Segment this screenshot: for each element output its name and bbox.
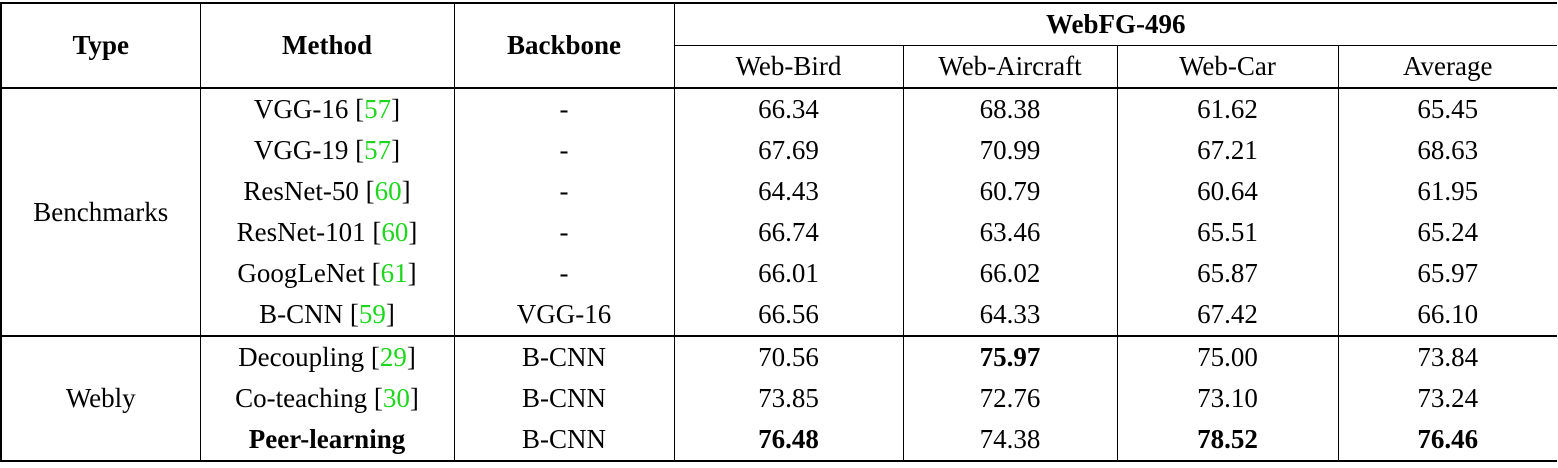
backbone-cell: - [454, 212, 674, 253]
citation-link[interactable]: 61 [380, 258, 408, 288]
citation-link[interactable]: 57 [364, 135, 392, 165]
web-car-cell: 65.51 [1117, 212, 1338, 253]
results-table [0, 2, 1557, 462]
web-bird-cell: 67.69 [674, 130, 903, 171]
citation-link[interactable]: 29 [379, 342, 407, 372]
table-row [1, 88, 1557, 130]
header-web-car: Web-Car [1117, 46, 1338, 89]
method-cell: ResNet-50 [60] [200, 171, 454, 212]
backbone-cell: B-CNN [454, 419, 674, 461]
method-cell: VGG-16 [57] [200, 88, 454, 130]
method-name: Peer-learning [248, 424, 406, 454]
backbone-cell: B-CNN [454, 378, 674, 419]
web-car-cell: 78.52 [1117, 419, 1338, 461]
backbone-cell: - [454, 88, 674, 130]
header-average: Average [1338, 46, 1557, 89]
citation-link[interactable]: 57 [364, 94, 392, 124]
average-cell: 73.84 [1338, 336, 1557, 378]
web-aircraft-cell: 74.38 [903, 419, 1117, 461]
method-name: ResNet-101 [236, 217, 366, 247]
average-cell: 73.24 [1338, 378, 1557, 419]
average-cell: 68.63 [1338, 130, 1557, 171]
header-backbone: Backbone [454, 3, 674, 88]
web-bird-cell: 66.56 [674, 294, 903, 336]
table-row [1, 212, 1557, 253]
method-name: ResNet-50 [243, 176, 359, 206]
web-aircraft-cell: 70.99 [903, 130, 1117, 171]
citation-link[interactable]: 60 [374, 176, 402, 206]
method-cell: ResNet-101 [60] [200, 212, 454, 253]
web-aircraft-cell: 64.33 [903, 294, 1117, 336]
table-row-proposed-method [1, 419, 1557, 461]
average-cell: 61.95 [1338, 171, 1557, 212]
web-car-cell: 61.62 [1117, 88, 1338, 130]
citation-link[interactable]: 30 [382, 383, 410, 413]
header-row-top [1, 3, 1557, 46]
method-name: GoogLeNet [237, 258, 365, 288]
web-car-cell: 67.42 [1117, 294, 1338, 336]
method-cell: VGG-19 [57] [200, 130, 454, 171]
average-cell: 65.24 [1338, 212, 1557, 253]
backbone-cell: - [454, 171, 674, 212]
average-cell: 76.46 [1338, 419, 1557, 461]
table-row [1, 378, 1557, 419]
table-row [1, 336, 1557, 378]
average-cell: 65.45 [1338, 88, 1557, 130]
backbone-cell: - [454, 253, 674, 294]
web-aircraft-cell: 63.46 [903, 212, 1117, 253]
citation-link[interactable]: 59 [358, 299, 386, 329]
web-bird-cell: 64.43 [674, 171, 903, 212]
web-aircraft-cell: 68.38 [903, 88, 1117, 130]
web-car-cell: 75.00 [1117, 336, 1338, 378]
web-car-cell: 73.10 [1117, 378, 1338, 419]
method-cell: Decoupling [29] [200, 336, 454, 378]
web-bird-cell: 76.48 [674, 419, 903, 461]
method-cell: B-CNN [59] [200, 294, 454, 336]
web-bird-cell: 66.34 [674, 88, 903, 130]
group-type-label: Webly [1, 336, 200, 461]
web-bird-cell: 70.56 [674, 336, 903, 378]
web-car-cell: 60.64 [1117, 171, 1338, 212]
table-row [1, 253, 1557, 294]
web-bird-cell: 73.85 [674, 378, 903, 419]
web-aircraft-cell: 66.02 [903, 253, 1117, 294]
method-name: Decoupling [238, 342, 365, 372]
header-dataset-group: WebFG-496 [674, 3, 1557, 46]
backbone-cell: VGG-16 [454, 294, 674, 336]
web-bird-cell: 66.74 [674, 212, 903, 253]
header-method: Method [200, 3, 454, 88]
web-aircraft-cell: 75.97 [903, 336, 1117, 378]
method-name: Co-teaching [235, 383, 368, 413]
header-type: Type [1, 3, 200, 88]
table-row [1, 171, 1557, 212]
web-car-cell: 65.87 [1117, 253, 1338, 294]
method-name: VGG-16 [253, 94, 349, 124]
method-cell: GoogLeNet [61] [200, 253, 454, 294]
backbone-cell: - [454, 130, 674, 171]
web-car-cell: 67.21 [1117, 130, 1338, 171]
method-name: B-CNN [259, 299, 344, 329]
web-aircraft-cell: 72.76 [903, 378, 1117, 419]
header-web-aircraft: Web-Aircraft [903, 46, 1117, 89]
web-aircraft-cell: 60.79 [903, 171, 1117, 212]
citation-link[interactable]: 60 [381, 217, 409, 247]
method-name: VGG-19 [253, 135, 349, 165]
table-row [1, 294, 1557, 336]
backbone-cell: B-CNN [454, 336, 674, 378]
header-web-bird: Web-Bird [674, 46, 903, 89]
method-cell: Co-teaching [30] [200, 378, 454, 419]
average-cell: 66.10 [1338, 294, 1557, 336]
method-cell [200, 419, 454, 461]
table-row [1, 130, 1557, 171]
group-type-label: Benchmarks [1, 88, 200, 336]
average-cell: 65.97 [1338, 253, 1557, 294]
web-bird-cell: 66.01 [674, 253, 903, 294]
